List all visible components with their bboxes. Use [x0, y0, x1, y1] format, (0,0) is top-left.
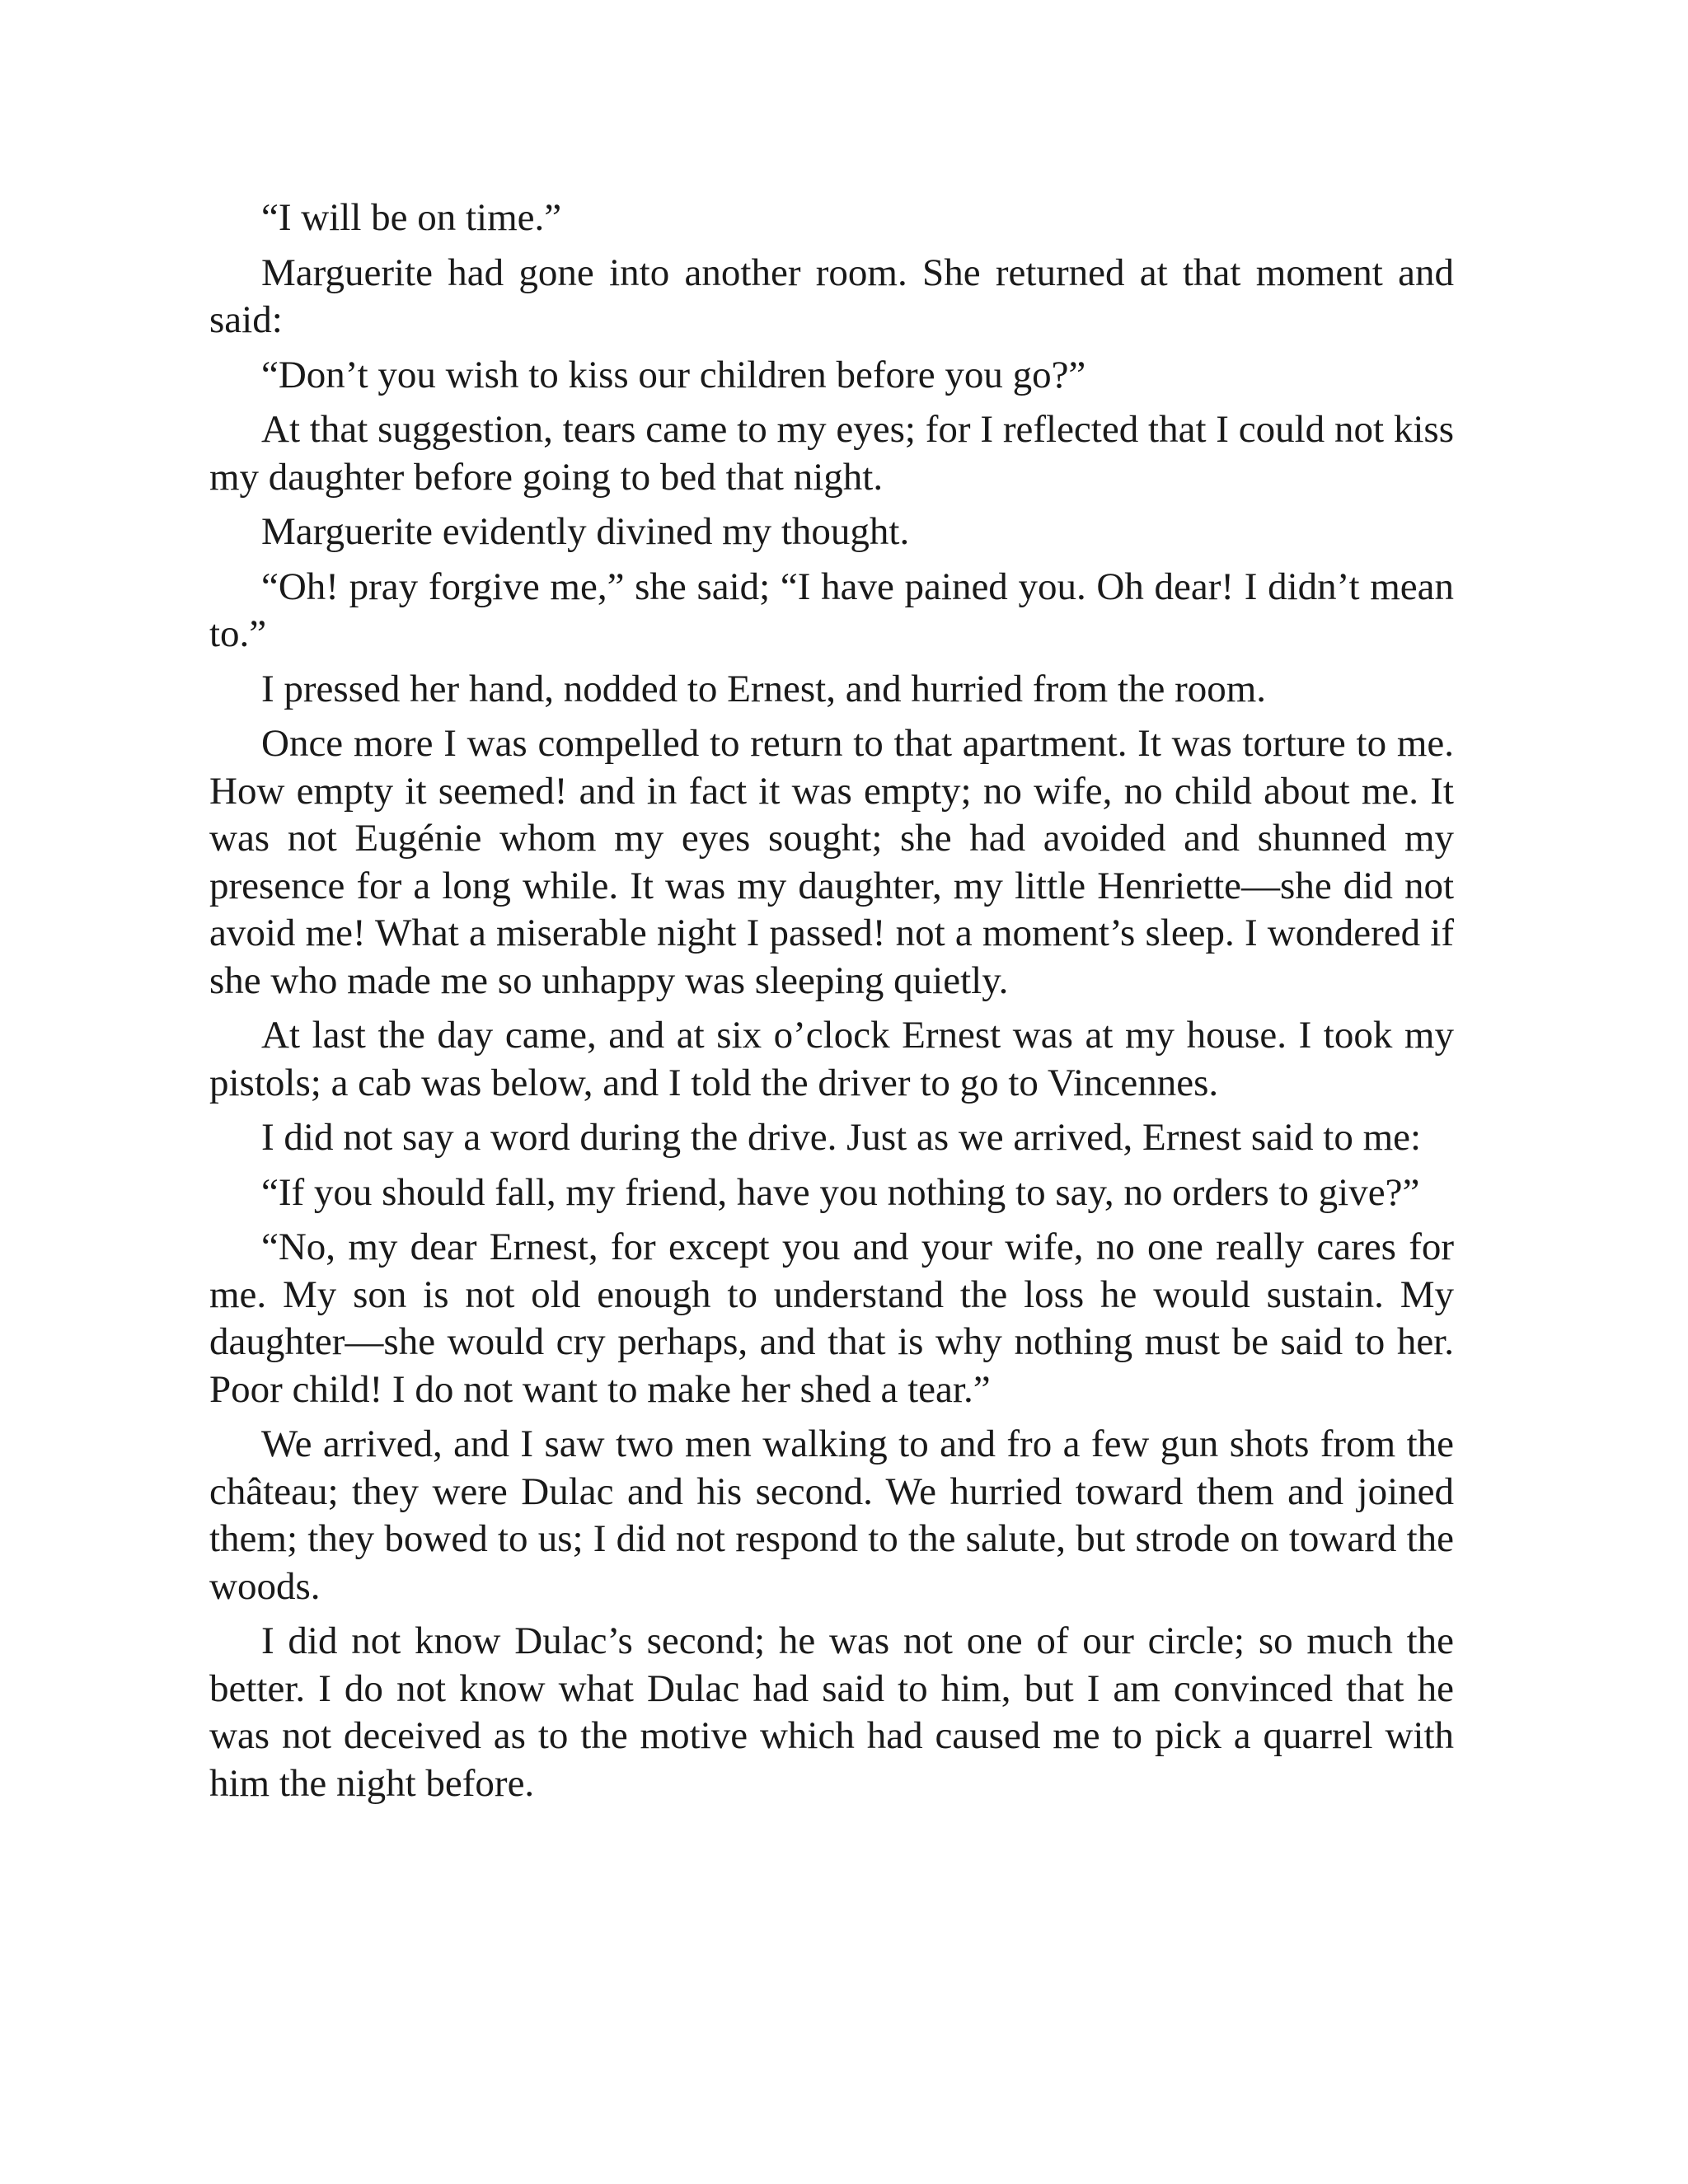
paragraph: “If you should fall, my friend, have you nothing to say, no orders to give?”: [261, 1170, 1420, 1214]
paragraph: Marguerite evidently divined my thought.: [261, 510, 910, 553]
paragraph: “Oh! pray forgive me,” she said; “I have pained you. Oh dear! I didn’t mean to.”: [209, 565, 1454, 655]
paragraph: I did not know Dulac’s second; he was not one of our circle; so much the better. I do not know what Dulac had said to him, but I am convinced that he was not deceived as to the motive which had caused me to pick a quarrel with him the night before.: [209, 1619, 1454, 1805]
paragraph: Once more I was compelled to return to that apartment. It was torture to me. How empty it seemed! and in fact it was empty; no wife, no child about me. It was not Eugénie whom my eyes sought; she had avoided and shunned my presence for a long while. It was my daughter, my little Henriette—she did not avoid me! What a miserable night I passed! not a moment’s sleep. I wondered if she who made me so unhappy was sleeping quietly.: [209, 722, 1454, 1002]
paragraph: I did not say a word during the drive. Just as we arrived, Ernest said to me:: [261, 1116, 1422, 1159]
paragraph: “Don’t you wish to kiss our children before you go?”: [261, 353, 1086, 396]
paragraph: At that suggestion, tears came to my eyes; for I reflected that I could not kiss my daughter before going to bed that night.: [209, 408, 1454, 499]
paragraph: Marguerite had gone into another room. She returned at that moment and said:: [209, 251, 1454, 341]
paragraph: We arrived, and I saw two men walking to and fro a few gun shots from the château; they were Dulac and his second. We hurried toward them and joined them; they bowed to us; I did not respond to the salute, but strode on toward the woods.: [209, 1422, 1454, 1608]
paragraph: “I will be on time.”: [261, 196, 562, 239]
paragraph: At last the day came, and at six o’clock Ernest was at my house. I took my pistols; a cab was below, and I told the driver to go to Vincennes.: [209, 1014, 1454, 1104]
paragraph: “No, my dear Ernest, for except you and your wife, no one really cares for me. My son is not old enough to understand the loss he would sustain. My daughter—she would cry perhaps, and that is why nothing must be said to her. Poor child! I do not want to make her shed a tear.”: [209, 1226, 1454, 1411]
paragraph: I pressed her hand, nodded to Ernest, and hurried from the room.: [261, 667, 1267, 710]
book-page: [209, 194, 1454, 1815]
